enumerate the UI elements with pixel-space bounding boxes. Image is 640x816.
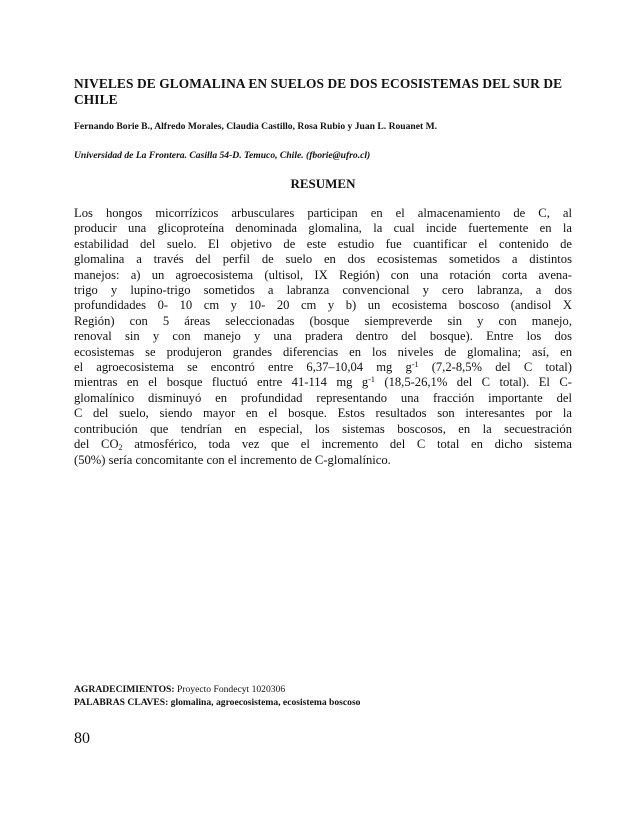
abstract-line: contribución que tendrían en especial, los sistemas boscosos, en la secuestración — [74, 421, 572, 436]
superscript: -1 — [368, 375, 375, 385]
keywords: PALABRAS CLAVES: glomalina, agroecosistema, ecosistema boscoso — [74, 697, 361, 708]
page-number: 80 — [74, 730, 90, 747]
abstract-text: (7,2-8,5% del C total) — [418, 360, 572, 375]
acknowledgements-label: AGRADECIMIENTOS: — [74, 684, 175, 695]
abstract-line: estabilidad del suelo. El objetivo de este estudio fue cuantificar el contenido de — [74, 236, 572, 251]
paper-title: NIVELES DE GLOMALINA EN SUELOS DE DOS ECOSISTEMAS DEL SUR DE CHILE — [74, 76, 563, 107]
subscript: 2 — [118, 443, 123, 453]
abstract-line: producir una glicoproteína denominada glomalina, la cual incide fuertemente en la — [74, 221, 572, 236]
author-list: Fernando Borie B., Alfredo Morales, Claudia Castillo, Rosa Rubio y Juan L. Rouanet M. — [74, 121, 438, 132]
acknowledgements — [74, 684, 572, 696]
abstract-text: del CO — [74, 437, 119, 452]
abstract-text: mientras en el bosque fluctuó entre 41-114 mg g — [74, 375, 369, 390]
abstract-line: Región) con 5 áreas seleccionadas (bosque siempreverde sin y con manejo, — [74, 313, 572, 328]
abstract-body — [74, 206, 572, 468]
abstract-heading: RESUMEN — [290, 176, 356, 191]
abstract-line: C del suelo, siendo mayor en el bosque. Estos resultados son interesantes por la — [74, 406, 572, 421]
abstract-line — [74, 375, 572, 390]
abstract-line — [74, 360, 572, 375]
abstract-line: Los hongos micorrízicos arbusculares participan en el almacenamiento de C, al — [74, 206, 572, 220]
abstract-line: glomalínico disminuyó en profundidad representando una fracción importante del — [74, 390, 572, 405]
acknowledgements-text: Proyecto Fondecyt 1020306 — [174, 684, 286, 695]
abstract-text: (18,5-26,1% del C total). El C- — [374, 375, 572, 390]
abstract-line: profundidades 0- 10 cm y 10- 20 cm y b) un ecosistema boscoso (andisol X — [74, 298, 572, 313]
abstract-line: ecosistemas se produjeron grandes diferencias en los niveles de glomalina; así, en — [74, 344, 572, 359]
abstract-text: el agroecosistema se encontró entre 6,37–10,04 mg g — [74, 360, 412, 375]
superscript: -1 — [411, 360, 419, 370]
affiliation: Universidad de La Frontera. Casilla 54-D. Temuco, Chile. (fborie@ufro.cl) — [74, 150, 371, 161]
abstract-line: (50%) sería concomitante con el incremento de C-glomalínico. — [74, 452, 391, 467]
abstract-line: renoval sin y con manejo y una pradera dentro del bosque). Entre los dos — [74, 329, 572, 344]
abstract-text: atmosférico, toda vez que el incremento del C total en dicho sistema — [122, 437, 572, 452]
abstract-line — [74, 437, 572, 452]
abstract-line: trigo y lupino-trigo sometidos a labranza convencional y cero labranza, a dos — [74, 283, 572, 298]
abstract-line: glomalina a través del perfil de suelo en dos ecosistemas sometidos a distintos — [74, 252, 572, 267]
abstract-line: manejos: a) un agroecosistema (ultisol, IX Región) con una rotación corta avena- — [74, 267, 572, 282]
paper-page — [74, 0, 572, 816]
